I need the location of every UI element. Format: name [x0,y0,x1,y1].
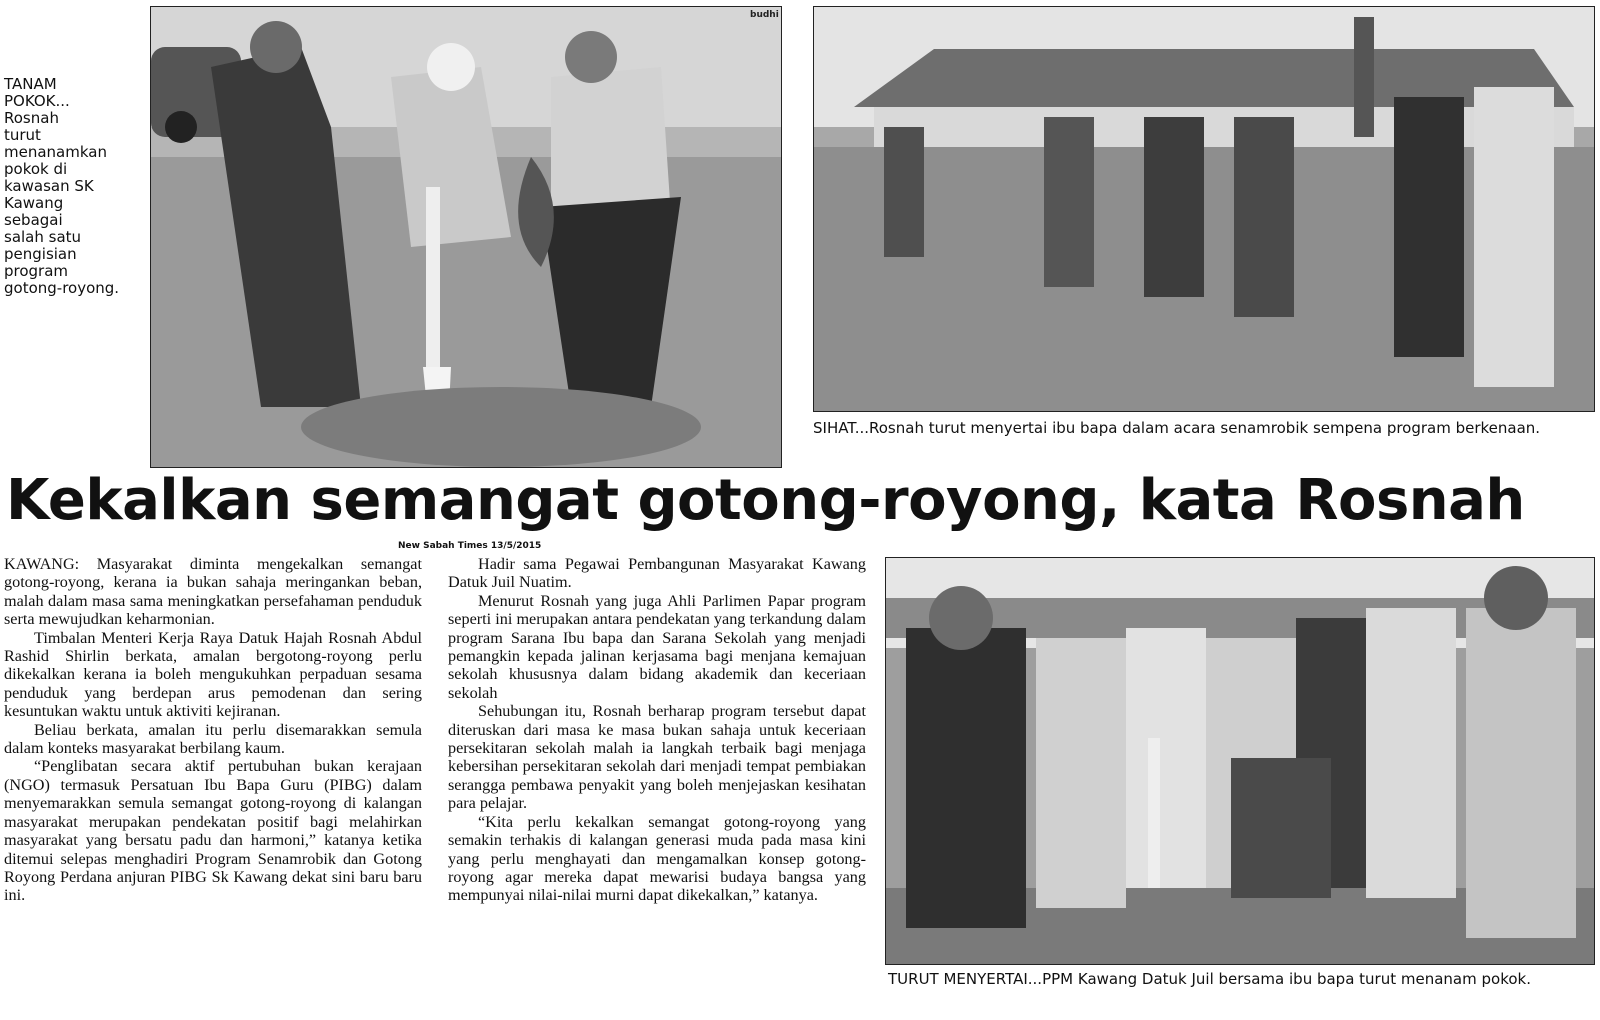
caption-line: pokok di [4,160,68,178]
caption-line: program [4,262,69,280]
photo-aerobics [813,6,1595,412]
article-column-1 [4,555,422,905]
caption-line: gotong-royong. [4,279,120,297]
paragraph: “Penglibatan secara aktif pertubuhan bukan kerajaan (NGO) termasuk Persatuan Ibu Bapa Guru (PIBG) dalam menyemarakkan semula semangat gotong-royong di kalangan masyarakat merupakan pendekatan positif bagi melahirkan masyarakat yang bersatu padu dan harmoni,” katanya ketika ditemui selepas menghadiri Program Senamrobik dan Gotong Royong Perdana anjuran PIBG Sk Kawang dekat sini baru baru ini. [4,757,422,905]
paragraph: Beliau berkata, amalan itu perlu disemarakkan semula dalam konteks masyarakat berbilang kaum. [4,720,422,758]
caption-line: salah satu [4,228,82,246]
photo-tree-planting [150,6,782,468]
article-column-2 [448,555,866,905]
paragraph: KAWANG: Masyarakat diminta mengekalkan semangat gotong-royong, kerana ia bukan sahaja meringankan beban, malah dalam masa sama meningkatkan persefahaman penduduk serta mewujudkan keharmonian. [4,555,422,629]
photo-credit: budhi [750,10,779,20]
caption-line: POKOK... [4,92,70,110]
source-line: New Sabah Times 13/5/2015 [398,541,542,551]
photo3-caption: TURUT MENYERTAI...PPM Kawang Datuk Juil bersama ibu bapa turut menanam pokok. [888,970,1531,988]
caption-line: Kawang [4,194,64,212]
caption-line: menanamkan [4,143,107,161]
paragraph: Sehubungan itu, Rosnah berharap program tersebut dapat diteruskan dari masa ke masa bukan sahaja untuk keceriaan persekitaran sekolah malah ia langkah terbaik bagi menjaga kebersihan persekitaran sekolah dari menjadi tempat pembiakan serangga pembawa penyakit yang boleh menjejaskan kesihatan para pelajar. [448,702,866,813]
photo-group-planting [885,557,1595,965]
caption-line: sebagai [4,211,63,229]
caption-line: Rosnah [4,109,59,127]
caption-line: pengisian [4,245,77,263]
paragraph: Timbalan Menteri Kerja Raya Datuk Hajah Rosnah Abdul Rashid Shirlin berkata, amalan bergotong-royong perlu dikekalkan kerana ia boleh mengukuhkan perpaduan sesama penduduk yang berdepan arus pemodenan dan sering kesuntukan waktu untuk aktiviti kejiranan. [4,628,422,721]
paragraph: Menurut Rosnah yang juga Ahli Parlimen Papar program seperti ini merupakan antara pendekatan yang terkandung dalam program Sarana Ibu bapa dan Sarana Sekolah yang menjadi pemangkin kepada jalinan kerjasama bagi menjana kemajuan sekolah khususnya dalam bidang akademik dan keceriaan sekolah [448,591,866,702]
paragraph: “Kita perlu kekalkan semangat gotong-royong yang semakin terhakis di kalangan generasi muda pada masa kini yang perlu menghayati dan mengamalkan konsep gotong-royong agar mereka dapat mewarisi budaya bangsa yang mempunyai nilai-nilai murni dapat dikekalkan,” katanya. [448,812,866,905]
photo1-caption [4,76,146,297]
caption-line: turut [4,126,41,144]
photo2-caption: SIHAT...Rosnah turut menyertai ibu bapa dalam acara senamrobik sempena program berkenaan. [813,419,1541,437]
headline: Kekalkan semangat gotong-royong, kata Rosnah [6,468,1525,533]
paragraph: Hadir sama Pegawai Pembangunan Masyarakat Kawang Datuk Juil Nuatim. [448,555,866,592]
caption-line: kawasan SK [4,177,94,195]
caption-line: TANAM [4,75,57,93]
